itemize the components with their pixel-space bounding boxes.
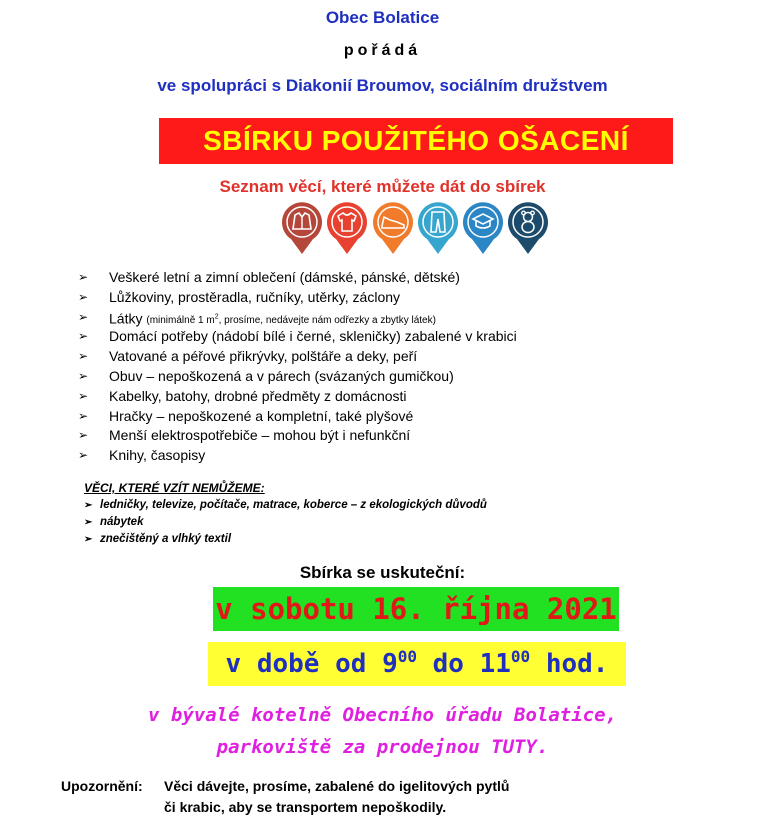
tshirt-icon (326, 201, 368, 255)
list-item: ➢ Kabelky, batohy, drobné předměty z domácnosti (78, 387, 698, 407)
cooperation-line: ve spolupráci s Diakonií Broumov, sociálním družstvem (157, 76, 608, 95)
arrow-bullet-icon: ➢ (78, 329, 89, 344)
jacket-icon (281, 201, 323, 255)
category-icons (281, 201, 551, 257)
event-time: v době od $9^{00}$ do $11^{00}$ hod. (208, 642, 626, 686)
event-place-line1: v bývalé kotelně Obecního úřadu Bolatice, (148, 704, 617, 726)
not-accepted-list (84, 497, 487, 548)
list-title: Seznam věcí, které můžete dát do sbírek (219, 177, 546, 196)
not-accepted-title: VĚCI, KTERÉ VZÍT NEMŮŽEME: (84, 481, 265, 495)
shoe-icon (372, 201, 414, 255)
arrow-bullet-icon: ➢ (78, 448, 89, 463)
notice-line1: Věci dávejte, prosíme, zabalené do igelitových pytlů (164, 778, 510, 794)
arrow-bullet-icon: ➢ (84, 534, 93, 545)
list-item: ➢ Veškeré letní a zimní oblečení (dámské, pánské, dětské) (78, 268, 698, 288)
event-place-line2: parkoviště za prodejnou TUTY. (216, 736, 549, 758)
list-item: ➢ Obuv – nepoškozená a v párech (svázaných gumičkou) (78, 367, 698, 387)
organizer-verb: pořádá (343, 42, 422, 59)
list-item: ➢ Menší elektrospotřebiče – mohou být i nefunkční (78, 426, 698, 446)
arrow-bullet-icon: ➢ (84, 517, 93, 528)
arrow-bullet-icon: ➢ (78, 408, 89, 423)
list-item: ➢ nábytek (84, 514, 487, 531)
event-when-title: Sbírka se uskuteční: (299, 563, 466, 582)
arrow-bullet-icon: ➢ (78, 388, 89, 403)
fabric-note: (minimálně 1 $m^2$, prosíme, nedávejte nám odřezky a zbytky látek) (146, 313, 436, 326)
organizer-title: Obec Bolatice (325, 8, 440, 27)
trousers-icon (417, 201, 459, 255)
list-item: ➢ Vatované a péřové přikrývky, polštáře a deky, peří (78, 347, 698, 367)
list-item: ➢ Látky (minimálně 1 $m^2$, prosíme, nedávejte nám odřezky a zbytky látek) (78, 309, 436, 326)
arrow-bullet-icon: ➢ (78, 368, 89, 383)
list-item: ➢ Knihy, časopisy (78, 446, 698, 466)
arrow-bullet-icon: ➢ (78, 270, 89, 284)
arrow-bullet-icon: ➢ (78, 309, 89, 324)
list-item: ➢ Hračky – nepoškozené a kompletní, také plyšové (78, 407, 698, 427)
notice-label: Upozornění: (61, 778, 143, 794)
arrow-bullet-icon: ➢ (78, 428, 89, 443)
notice-line2: či krabic, aby se transportem nepoškodily. (164, 799, 447, 815)
arrow-bullet-icon: ➢ (78, 349, 89, 364)
list-item: ➢ ledničky, televize, počítače, matrace, koberce – z ekologických důvodů (84, 497, 487, 514)
collection-banner: SBÍRKU POUŽITÉHO OŠACENÍ (159, 118, 673, 164)
books-icon (462, 201, 504, 255)
list-item: ➢ Domácí potřeby (nádobí bílé i černé, skleničky) zabalené v krabici (78, 327, 698, 347)
arrow-bullet-icon: ➢ (84, 500, 93, 511)
list-item: ➢ znečištěný a vlhký textil (84, 531, 487, 548)
arrow-bullet-icon: ➢ (78, 289, 89, 304)
event-date: v sobotu 16. října 2021 (213, 587, 619, 631)
accepted-items-list (78, 268, 698, 466)
list-item: ➢ Lůžkoviny, prostěradla, ručníky, utěrky, záclony (78, 288, 698, 308)
teddy-bear-icon (507, 201, 549, 255)
